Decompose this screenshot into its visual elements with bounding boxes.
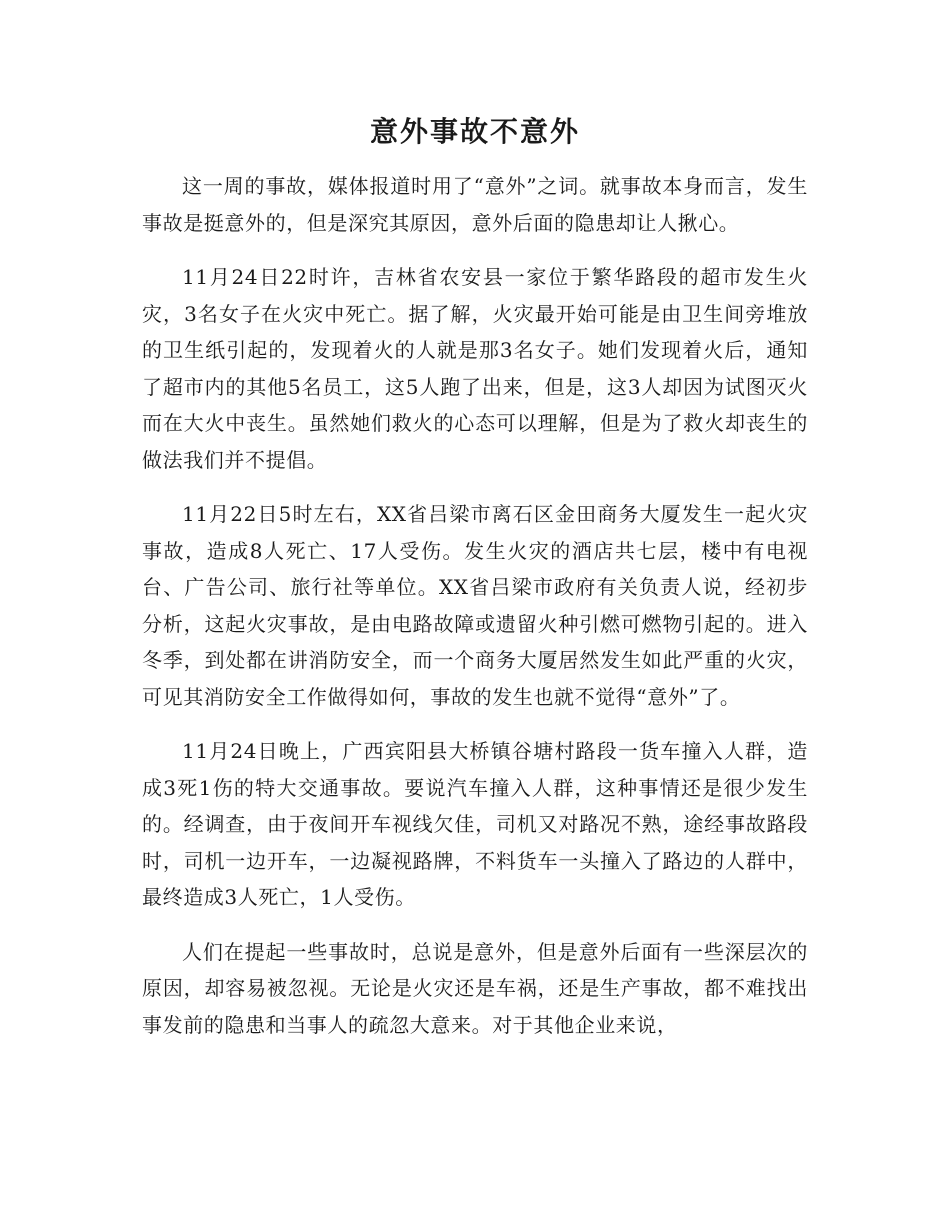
paragraph-conclusion: 人们在提起一些事故时，总说是意外，但是意外后面有一些深层次的原因，却容易被忽视。无论是火灾还是车祸，还是生产事故，都不难找出事发前的隐患和当事人的疏忽大意来。对于其他企业来说， <box>142 939 808 1037</box>
paragraph-intro: 这一周的事故，媒体报道时用了“意外”之词。就事故本身而言，发生事故是挺意外的，但是深究其原因，意外后面的隐患却让人揪心。 <box>142 174 808 235</box>
paragraph-jilin-fire: 11月24日22时许，吉林省农安县一家位于繁华路段的超市发生火灾，3名女子在火灾中死亡。据了解，火灾最开始可能是由卫生间旁堆放的卫生纸引起的，发现着火的人就是那3名女子。她们发现着火后，通知了超市内的其他5名员工，这5人跑了出来，但是，这3人却因为试图灭火而在大火中丧生。虽然她们救火的心态可以理解，但是为了救火却丧生的做法我们并不提倡。 <box>142 265 808 472</box>
paragraph-lvliang-fire: 11月22日5时左右，XX省吕梁市离石区金田商务大厦发生一起火灾事故，造成8人死亡、17人受伤。发生火灾的酒店共七层，楼中有电视台、广告公司、旅行社等单位。XX省吕梁市政府有关负责人说，经初步分析，这起火灾事故，是由电路故障或遗留火种引燃可燃物引起的。进入冬季，到处都在讲消防安全，而一个商务大厦居然发生如此严重的火灾，可见其消防安全工作做得如何，事故的发生也就不觉得“意外”了。 <box>142 502 808 709</box>
paragraph-guangxi-accident: 11月24日晚上，广西宾阳县大桥镇谷塘村路段一货车撞入人群，造成3死1伤的特大交通事故。要说汽车撞入人群，这种事情还是很少发生的。经调查，由于夜间开车视线欠佳，司机又对路况不熟，途经事故路段时，司机一边开车，一边凝视路牌，不料货车一头撞入了路边的人群中，最终造成3人死亡，1人受伤。 <box>142 739 808 909</box>
document-title: 意外事故不意外 <box>369 115 580 148</box>
document-body <box>142 168 808 1061</box>
